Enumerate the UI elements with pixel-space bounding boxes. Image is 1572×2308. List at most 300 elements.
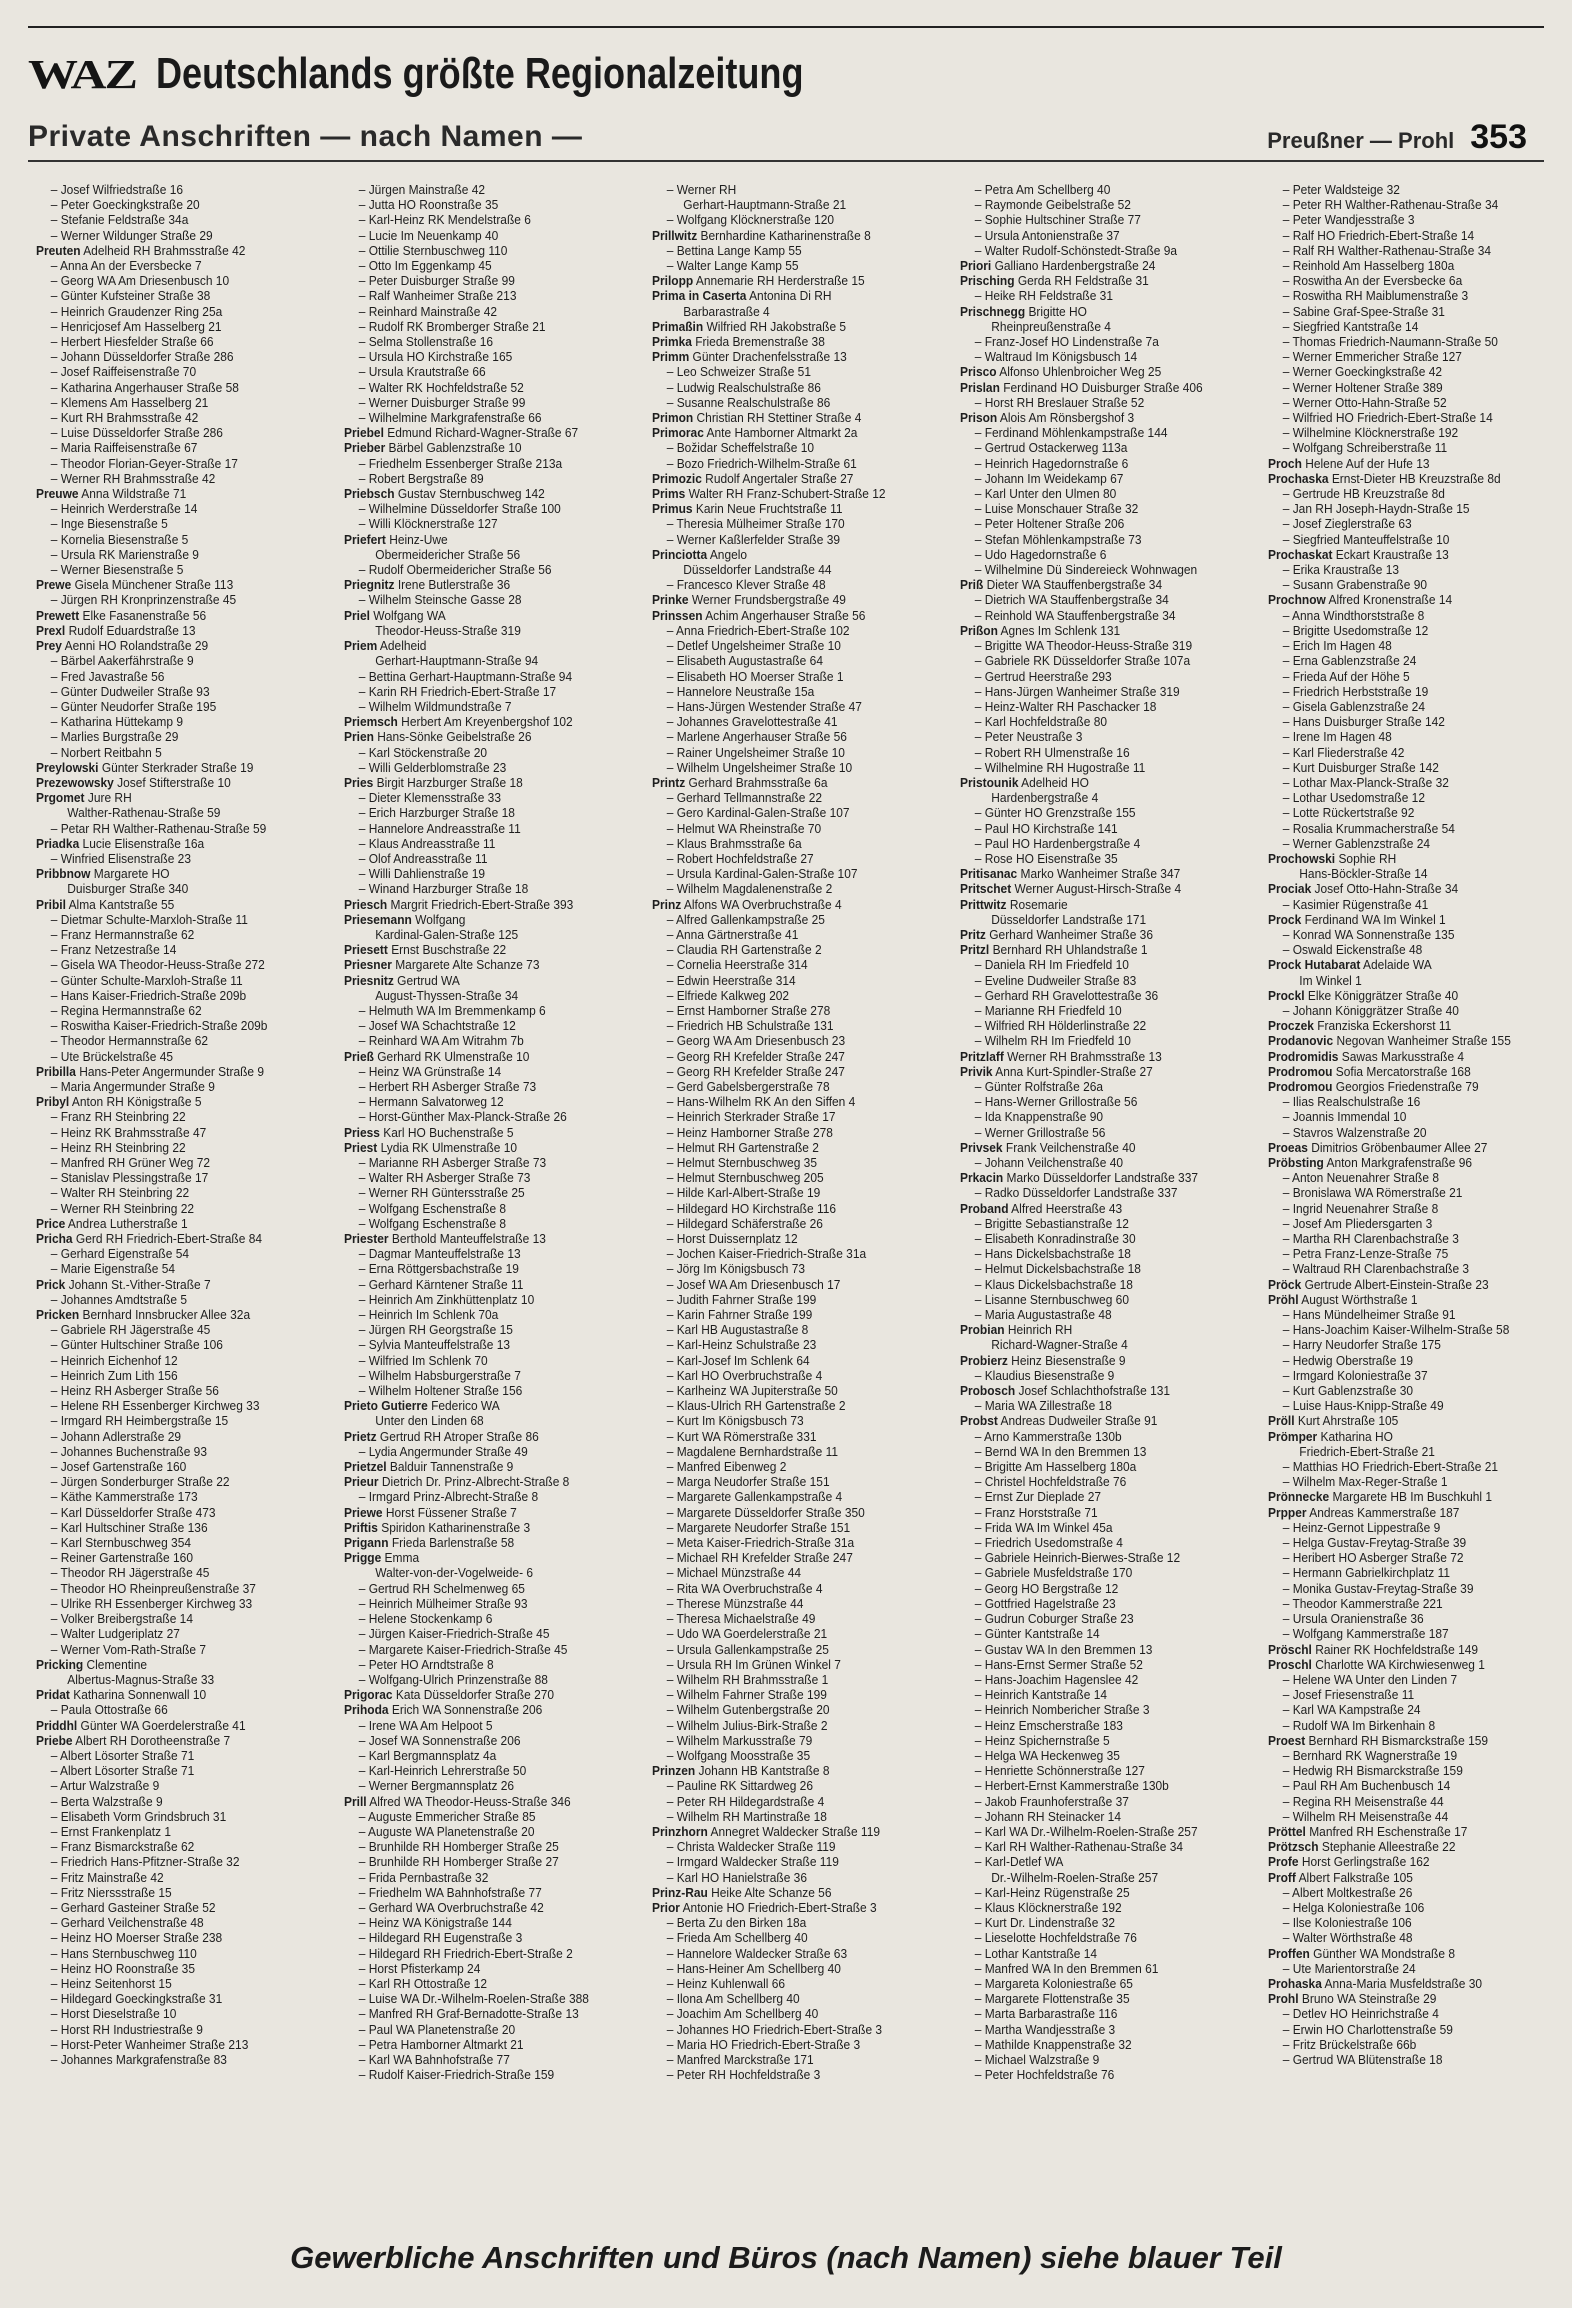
surname-entry: Prömper Katharina HO — [1268, 1428, 1393, 1444]
person-entry: – Monika Gustav-Freytag-Straße 39 — [1282, 1580, 1474, 1596]
person-entry: – Bernd WA In den Bremmen 13 — [974, 1443, 1147, 1459]
person-entry: – Fritz Nierssstraße 15 — [50, 1884, 172, 1900]
surname: Prislan — [960, 379, 1000, 395]
person-entry: – Frida Pernbastraße 32 — [358, 1869, 489, 1885]
person-entry: – Jan RH Joseph-Haydn-Straße 15 — [1282, 501, 1470, 517]
person-entry: – Reinhard WA Am Witrahm 7b — [358, 1033, 524, 1049]
person-entry: – Detlev HO Heinrichstraße 4 — [1282, 2006, 1439, 2022]
surname-entry: Pristounik Adelheid HO — [960, 774, 1089, 790]
surname-entry: Prisching Gerda RH Feldstraße 31 — [960, 273, 1149, 289]
person-entry: – Kasimier Rügenstraße 41 — [1282, 896, 1429, 912]
person-entry: – Gerhard Tellmannstraße 22 — [666, 790, 823, 806]
surname-entry: Prillwitz Bernhardine Katharinenstraße 8 — [652, 227, 871, 243]
person-entry: – Kurt Duisburger Straße 142 — [1282, 759, 1439, 775]
person-entry: – Theodor RH Jägerstraße 45 — [50, 1565, 210, 1581]
surname-entry: Prigann Frieda Barlenstraße 58 — [344, 1535, 515, 1551]
person-entry: – Irmgard RH Heimbergstraße 15 — [50, 1413, 229, 1429]
person-entry: – Günter Kufsteiner Straße 38 — [50, 288, 211, 304]
person-entry: – Theresia Mülheimer Straße 170 — [666, 516, 845, 532]
person-entry: – Hans-Ernst Sermer Straße 52 — [974, 1656, 1143, 1672]
person-entry: – Theodor Kammerstraße 221 — [1282, 1595, 1443, 1611]
person-entry: – Stefanie Feldstraße 34a — [50, 212, 189, 228]
person-entry: – Sophie Hultschiner Straße 77 — [974, 212, 1141, 228]
surname-entry: Prieß Gerhard RK Ulmenstraße 10 — [344, 1048, 530, 1064]
person-entry: – Karl WA Dr.-Wilhelm-Roelen-Straße 257 — [974, 1823, 1198, 1839]
person-entry: – Margarete Flottenstraße 35 — [974, 1991, 1130, 2007]
surname-entry: Priesnitz Gertrud WA — [344, 972, 460, 988]
person-entry: – Jutta HO Roonstraße 35 — [358, 197, 499, 213]
surname: Prodromidis — [1268, 1048, 1339, 1064]
person-entry: – Francesco Klever Straße 48 — [666, 577, 826, 593]
surname: Proband — [960, 1200, 1009, 1216]
person-entry: – Joannis Immendal 10 — [1282, 1109, 1407, 1125]
person-entry: – Werner Bergmannsplatz 26 — [358, 1778, 515, 1794]
surname-entry: Primorac Ante Hamborner Altmarkt 2a — [652, 425, 858, 441]
surname: Prochowski — [1268, 850, 1336, 866]
person-entry: – Brunhilde RH Homberger Straße 25 — [358, 1839, 559, 1855]
person-entry: – Reinhold WA Stauffenbergstraße 34 — [974, 607, 1176, 623]
person-entry: – Kurt RH Brahmsstraße 42 — [50, 410, 199, 426]
person-entry: – Walter RH Steinbring 22 — [50, 1185, 190, 1201]
surname-entry: Prislan Ferdinand HO Duisburger Straße 406 — [960, 379, 1203, 395]
person-entry: – Joachim Am Schellberg 40 — [666, 2006, 819, 2022]
person-entry: – Hans-Werner Grillostraße 56 — [974, 1094, 1138, 1110]
person-entry: – Herbert RH Asberger Straße 73 — [358, 1078, 537, 1094]
name-range: Preußner — Prohl — [1267, 128, 1455, 153]
person-entry: – Werner Vom-Rath-Straße 7 — [50, 1641, 207, 1657]
person-entry: – Johannes Buchenstraße 93 — [50, 1443, 207, 1459]
surname-entry: Prigge Emma — [344, 1550, 420, 1566]
surname: Probst — [960, 1413, 998, 1429]
person-entry: – Heinrich Am Zinkhüttenplatz 10 — [358, 1291, 535, 1307]
surname: Pribil — [36, 896, 66, 912]
person-entry: – Norbert Reitbahn 5 — [50, 744, 162, 760]
person-entry: – Henriette Schönnerstraße 127 — [974, 1763, 1145, 1779]
surname-entry: Prigorac Kata Düsseldorfer Straße 270 — [344, 1687, 555, 1703]
surname: Prpper — [1268, 1504, 1307, 1520]
person-entry: – Erna Röttgersbachstraße 19 — [358, 1261, 519, 1277]
person-entry: – Peter RH Hochfeldstraße 3 — [666, 2067, 821, 2083]
person-entry: – Wolfgang Kammerstraße 187 — [1282, 1626, 1449, 1642]
surname-entry: Prilopp Annemarie RH Herderstraße 15 — [652, 273, 865, 289]
surname-entry: Prißon Agnes Im Schlenk 131 — [960, 622, 1121, 638]
surname: Priegnitz — [344, 577, 395, 593]
person-entry: – Roswitha Kaiser-Friedrich-Straße 209b — [50, 1018, 268, 1034]
surname: Proczek — [1268, 1018, 1314, 1034]
person-entry: – Karl Fliederstraße 42 — [1282, 744, 1405, 760]
surname-entry: Prönnecke Margarete HB Im Buschkuhl 1 — [1268, 1489, 1493, 1505]
surname-entry: Priewe Horst Füssener Straße 7 — [344, 1504, 517, 1520]
person-entry: – Karl-Heinz Schulstraße 23 — [666, 1337, 817, 1353]
person-entry: – Klaus Brahmsstraße 6a — [666, 835, 802, 851]
surname: Privik — [960, 1063, 993, 1079]
surname: Preuwe — [36, 486, 79, 502]
person-entry: – Ilona Am Schellberg 40 — [666, 1991, 800, 2007]
person-entry: – Marlies Burgstraße 29 — [50, 729, 179, 745]
person-entry: – Otto Im Eggenkamp 45 — [358, 258, 492, 274]
person-entry: – Wilhelm RH Martinstraße 18 — [666, 1808, 827, 1824]
surname-entry: Priel Wolfgang WA — [344, 607, 446, 623]
person-entry: – Rose HO Eisenstraße 35 — [974, 850, 1118, 866]
person-entry: – Karl Hochfeldstraße 80 — [974, 714, 1108, 730]
person-entry: – Friedrich Herbststraße 19 — [1282, 683, 1429, 699]
person-entry: – Gustav WA In den Bremmen 13 — [974, 1641, 1153, 1657]
person-entry: – Hans-Jürgen Westender Straße 47 — [666, 698, 862, 714]
person-entry: – Georg HO Bergstraße 12 — [974, 1580, 1119, 1596]
surname: Prien — [344, 729, 374, 745]
person-entry: – Franz Netzestraße 14 — [50, 942, 177, 958]
column-4 — [960, 182, 1260, 2182]
person-entry: – Siegfried Kantstraße 14 — [1282, 318, 1419, 334]
person-entry: – Peter Waldsteige 32 — [1282, 182, 1400, 197]
person-entry: – Karl WA Kampstraße 24 — [1282, 1702, 1421, 1718]
person-entry: – Jürgen Kaiser-Friedrich-Straße 45 — [358, 1626, 550, 1642]
person-entry: – Franz Bismarckstraße 62 — [50, 1839, 195, 1855]
surname-entry: Primaßin Wilfried RH Jakobstraße 5 — [652, 318, 847, 334]
person-entry: – Elisabeth Vorm Grindsbruch 31 — [50, 1808, 227, 1824]
person-entry: – Hannelore Neustraße 15a — [666, 683, 815, 699]
person-entry: – Ursula Kardinal-Galen-Straße 107 — [666, 866, 858, 882]
person-entry: – Ingrid Neuenahrer Straße 8 — [1282, 1200, 1439, 1216]
person-entry: – Georg WA Am Driesenbusch 23 — [666, 1033, 846, 1049]
person-entry: – Gertrud Ostackerweg 113a — [974, 440, 1128, 456]
surname-entry: Pries Birgit Harzburger Straße 18 — [344, 774, 523, 790]
surname-entry: Pricha Gerd RH Friedrich-Ebert-Straße 84 — [36, 1231, 263, 1247]
newspaper-logo: WAZ — [28, 51, 136, 97]
person-entry: – Gudrun Coburger Straße 23 — [974, 1611, 1134, 1627]
person-entry: – Dietrich WA Stauffenbergstraße 34 — [974, 592, 1169, 608]
person-entry: – Heinz-Gernot Lippestraße 9 — [1282, 1519, 1441, 1535]
surname: Prischnegg — [960, 303, 1026, 319]
address-continuation: Obermeidericher Straße 56 — [375, 546, 521, 562]
surname: Pribbnow — [36, 866, 91, 882]
person-entry: – Walter Lange Kamp 55 — [666, 258, 799, 274]
person-entry: – Erika Kraustraße 13 — [1282, 562, 1400, 578]
surname: Prinz — [652, 896, 682, 912]
person-entry: – Horst-Günther Max-Planck-Straße 26 — [358, 1109, 567, 1125]
person-entry: – Lisanne Sternbuschweg 60 — [974, 1291, 1129, 1307]
surname: Prockl — [1268, 987, 1305, 1003]
person-entry: – Berta Walzstraße 9 — [50, 1793, 163, 1809]
surname-entry: Probst Andreas Dudweiler Straße 91 — [960, 1413, 1158, 1429]
person-entry: – Dietmar Schulte-Marxloh-Straße 11 — [50, 911, 248, 927]
person-entry: – Walter Rudolf-Schönstedt-Straße 9a — [974, 242, 1178, 258]
person-entry: – Helga Gustav-Freytag-Straße 39 — [1282, 1535, 1467, 1551]
footer-note: Gewerbliche Anschriften und Büros (nach Namen) siehe blauer Teil — [290, 2240, 1282, 2275]
person-entry: – Helmut RH Gartenstraße 2 — [666, 1139, 819, 1155]
person-entry: – Gabriele Musfeldstraße 170 — [974, 1565, 1133, 1581]
person-entry: – Karlheinz WA Jupiterstraße 50 — [666, 1383, 838, 1399]
person-entry: – Ernst Hamborner Straße 278 — [666, 1002, 831, 1018]
surname: Prewe — [36, 577, 72, 593]
person-entry: – Robert RH Ulmenstraße 16 — [974, 744, 1130, 760]
column-1 — [36, 182, 336, 2182]
person-entry: – Radko Düsseldorfer Landstraße 337 — [974, 1185, 1178, 1201]
person-entry: – Heinrich Graudenzer Ring 25a — [50, 303, 223, 319]
surname-entry: Pröck Gertrude Albert-Einstein-Straße 23 — [1268, 1276, 1489, 1292]
person-entry: – Klaus Dickelsbachstraße 18 — [974, 1276, 1133, 1292]
person-entry: – Karl HO Overbruchstraße 4 — [666, 1367, 823, 1383]
person-entry: – Helga Koloniestraße 106 — [1282, 1899, 1425, 1915]
person-entry: – Wilfried HO Friedrich-Ebert-Straße 14 — [1282, 410, 1493, 426]
surname: Pribyl — [36, 1094, 70, 1110]
person-entry: – Michael Münzstraße 44 — [666, 1565, 801, 1581]
surname: Printz — [652, 774, 686, 790]
person-entry: – Meta Kaiser-Friedrich-Straße 31a — [666, 1535, 855, 1551]
person-entry: – Helene Stockenkamp 6 — [358, 1611, 493, 1627]
surname-entry: Priegnitz Irene Butlerstraße 36 — [344, 577, 511, 593]
surname-entry: Priemsch Herbert Am Kreyenbergshof 102 — [344, 714, 573, 730]
surname: Priem — [344, 638, 378, 654]
person-entry: – Ernst Frankenplatz 1 — [50, 1823, 172, 1839]
person-entry: – Maria WA Zillestraße 18 — [974, 1398, 1112, 1414]
person-entry: – Walter RH Asberger Straße 73 — [358, 1170, 531, 1186]
surname: Prims — [652, 486, 686, 502]
surname: Prönnecke — [1268, 1489, 1330, 1505]
person-entry: – Karl WA Bahnhofstraße 77 — [358, 2051, 510, 2067]
address-continuation: Düsseldorfer Landstraße 171 — [991, 911, 1147, 927]
person-entry: – Wilfried RH Hölderlinstraße 22 — [974, 1018, 1147, 1034]
person-entry: – Elisabeth HO Moerser Straße 1 — [666, 668, 844, 684]
person-entry: – Josef Wilfriedstraße 16 — [50, 182, 183, 197]
address-continuation: Dr.-Wilhelm-Roelen-Straße 257 — [991, 1869, 1159, 1885]
person-entry: – Waltraud RH Clarenbachstraße 3 — [1282, 1261, 1470, 1277]
person-entry: – Volker Breibergstraße 14 — [50, 1611, 193, 1627]
surname-entry: Prochaskat Eckart Kraustraße 13 — [1268, 546, 1449, 562]
surname-entry: Prinssen Achim Angerhauser Straße 56 — [652, 607, 866, 623]
surname-entry: Primus Karin Neue Fruchtstraße 11 — [652, 501, 843, 517]
address-continuation: Hardenbergstraße 4 — [991, 790, 1099, 806]
person-entry: – Josef WA Am Driesenbusch 17 — [666, 1276, 841, 1292]
address-continuation: Albertus-Magnus-Straße 33 — [67, 1671, 215, 1687]
person-entry: – Karl RH Ottostraße 12 — [358, 1975, 488, 1991]
person-entry: – Günter Hultschiner Straße 106 — [50, 1337, 223, 1353]
person-entry: – Brigitte WA Theodor-Heuss-Straße 319 — [974, 638, 1193, 654]
person-entry: – Heinrich Hagedornstraße 6 — [974, 455, 1129, 471]
surname-entry: Prittwitz Rosemarie — [960, 896, 1068, 912]
surname-entry: Pribil Alma Kantstraße 55 — [36, 896, 175, 912]
person-entry: – Erwin HO Charlottenstraße 59 — [1282, 2021, 1453, 2037]
person-entry: – Karl Bergmannsplatz 4a — [358, 1747, 497, 1763]
surname-entry: Prihoda Erich WA Sonnenstraße 206 — [344, 1702, 543, 1718]
surname-entry: Primka Frieda Bremenstraße 38 — [652, 334, 825, 350]
address-continuation: August-Thyssen-Straße 34 — [375, 987, 519, 1003]
person-entry: – Ralf Wanheimer Straße 213 — [358, 288, 517, 304]
person-entry: – Friedrich HB Schulstraße 131 — [666, 1018, 834, 1034]
person-entry: – Heike RH Feldstraße 31 — [974, 288, 1113, 304]
person-entry: – Gerd Gabelsbergerstraße 78 — [666, 1078, 830, 1094]
surname-entry: Primon Christian RH Stettiner Straße 4 — [652, 410, 862, 426]
person-entry: – Lotte Rückertstraße 92 — [1282, 805, 1415, 821]
surname-entry: Prgomet Jure RH — [36, 790, 132, 806]
surname: Pröttel — [1268, 1823, 1306, 1839]
person-entry: – Ottilie Sternbuschweg 110 — [358, 242, 508, 258]
person-entry: – Wilhelm Magdalenenstraße 2 — [666, 881, 833, 897]
person-entry: – Heribert HO Asberger Straße 72 — [1282, 1550, 1464, 1566]
person-entry: – Gerhard WA Overbruchstraße 42 — [358, 1899, 544, 1915]
surname: Primus — [652, 501, 693, 517]
surname: Priel — [344, 607, 370, 623]
address-continuation: Hans-Böckler-Straße 14 — [1299, 866, 1428, 882]
person-entry: – Ursula HO Kirchstraße 165 — [358, 349, 513, 365]
person-entry: – Gisela WA Theodor-Heuss-Straße 272 — [50, 957, 265, 973]
surname-entry: Prior Antonie HO Friedrich-Ebert-Straße 3 — [652, 1899, 877, 1915]
person-entry: – Roswitha An der Eversbecke 6a — [1282, 273, 1463, 289]
person-entry: – Magdalene Bernhardstraße 11 — [666, 1443, 839, 1459]
person-entry: – Hans Dickelsbachstraße 18 — [974, 1246, 1131, 1262]
person-entry: – Anton Neuenahrer Straße 8 — [1282, 1170, 1439, 1186]
person-entry: – Bärbel Aakerfährstraße 9 — [50, 653, 194, 669]
person-entry: – Lothar Kantstraße 14 — [974, 1945, 1098, 1961]
person-entry: – Frida WA Im Winkel 45a — [974, 1519, 1113, 1535]
surname: Prodromou — [1268, 1078, 1333, 1094]
person-entry: – Horst-Peter Wanheimer Straße 213 — [50, 2036, 249, 2052]
person-entry: – Reinhard Mainstraße 42 — [358, 303, 498, 319]
person-entry: – Werner RH Güntersstraße 25 — [358, 1185, 525, 1201]
surname-entry: Preylowski Günter Sterkrader Straße 19 — [36, 759, 254, 775]
person-entry: – Daniela RH Im Friedfeld 10 — [974, 957, 1129, 973]
person-entry: – Wolfgang Eschenstraße 8 — [358, 1200, 507, 1216]
surname-entry: Prodromou Georgios Friedenstraße 79 — [1268, 1078, 1479, 1094]
person-entry: – Karl-Heinz Rügenstraße 25 — [974, 1884, 1130, 1900]
person-entry: – Karl Unter den Ulmen 80 — [974, 486, 1117, 502]
column-2 — [344, 182, 644, 2182]
person-entry: – Peter Goeckingkstraße 20 — [50, 197, 200, 213]
person-entry: – Helmut WA Rheinstraße 70 — [666, 820, 822, 836]
person-entry: – Wolfgang Moosstraße 35 — [666, 1747, 811, 1763]
person-entry: – Kurt Dr. Lindenstraße 32 — [974, 1915, 1116, 1931]
person-entry: – Kurt Gablenzstraße 30 — [1282, 1383, 1414, 1399]
surname-entry: Prock Hutabarat Adelaide WA — [1268, 957, 1432, 973]
person-entry: – Michael Walzstraße 9 — [974, 2051, 1100, 2067]
surname-entry: Probian Heinrich RH — [960, 1322, 1073, 1338]
page-range-block — [1267, 120, 1527, 154]
person-entry: – Helga WA Heckenweg 35 — [974, 1747, 1120, 1763]
surname: Prgomet — [36, 790, 85, 806]
person-entry: – Hedwig Oberstraße 19 — [1282, 1352, 1414, 1368]
person-entry: – Wilhelm RH Meisenstraße 44 — [1282, 1808, 1449, 1824]
person-entry: – Peter Duisburger Straße 99 — [358, 273, 515, 289]
person-entry: – Walter RK Hochfeldstraße 52 — [358, 379, 524, 395]
person-entry: – Christa Waldecker Straße 119 — [666, 1839, 836, 1855]
person-entry: – Jürgen RH Georgstraße 15 — [358, 1322, 513, 1338]
person-entry: – Hans-Wilhelm RK An den Siffen 4 — [666, 1094, 856, 1110]
surname: Prima in Caserta — [652, 288, 747, 304]
surname-entry: Priess Karl HO Buchenstraße 5 — [344, 1124, 514, 1140]
person-entry: – Wilhelm RH Im Friedfeld 10 — [974, 1033, 1131, 1049]
person-entry: – Ute Marientorstraße 24 — [1282, 1960, 1416, 1976]
surname: Prexl — [36, 622, 66, 638]
surname-entry: Prieber Bärbel Gablenzstraße 10 — [344, 440, 522, 456]
surname-entry: Pribilla Hans-Peter Angermunder Straße 9 — [36, 1063, 265, 1079]
person-entry: – Wilhelm Ungelsheimer Straße 10 — [666, 759, 853, 775]
person-entry: – Stefan Möhlenkampstraße 73 — [974, 531, 1142, 547]
surname-entry: Prims Walter RH Franz-Schubert-Straße 12 — [652, 486, 886, 502]
surname-entry: Prien Hans-Sönke Geibelstraße 26 — [344, 729, 532, 745]
person-entry: – Heinz Seitenhorst 15 — [50, 1975, 172, 1991]
person-entry: – Günter Rolfstraße 26a — [974, 1078, 1104, 1094]
surname: Priebe — [36, 1732, 73, 1748]
person-entry: – Heinrich Mülheimer Straße 93 — [358, 1595, 528, 1611]
surname: Pröschl — [1268, 1641, 1312, 1657]
person-entry: – Hildegard RH Eugenstraße 3 — [358, 1930, 523, 1946]
surname-entry: Priest Lydia RK Ulmenstraße 10 — [344, 1139, 518, 1155]
person-entry: – Ernst Zur Dieplade 27 — [974, 1489, 1102, 1505]
surname-entry: Proff Albert Falkstraße 105 — [1268, 1869, 1413, 1885]
person-entry: – Wolfgang-Ulrich Prinzenstraße 88 — [358, 1671, 548, 1687]
person-entry: – Johann Adlerstraße 29 — [50, 1428, 182, 1444]
person-entry: – Jürgen RH Kronprinzenstraße 45 — [50, 592, 237, 608]
person-entry: – Berta Zu den Birken 18a — [666, 1915, 807, 1931]
person-entry: – Margarete Gallenkampstraße 4 — [666, 1489, 843, 1505]
surname: Prittwitz — [960, 896, 1007, 912]
surname: Proeas — [1268, 1139, 1308, 1155]
person-entry: – Franz RH Steinbring 22 — [50, 1109, 186, 1125]
person-entry: – Susann Grabenstraße 90 — [1282, 577, 1428, 593]
person-entry: – Wilhelm Fahrner Straße 199 — [666, 1687, 827, 1703]
person-entry: – Peter RH Walther-Rathenau-Straße 34 — [1282, 197, 1499, 213]
surname: Prinssen — [652, 607, 703, 623]
surname: Prey — [36, 638, 62, 654]
person-entry: – Wilhelmine Dü Sindereieck Wohnwagen — [974, 562, 1198, 578]
surname: Prinzhorn — [652, 1823, 708, 1839]
surname-entry: Prochnow Alfred Kronenstraße 14 — [1268, 592, 1453, 608]
surname-entry: Prewe Gisela Münchener Straße 113 — [36, 577, 234, 593]
person-entry: – Werner Grillostraße 56 — [974, 1124, 1106, 1140]
surname: Pritzl — [960, 942, 990, 958]
surname-entry: Prodanovic Negovan Wanheimer Straße 155 — [1268, 1033, 1511, 1049]
surname-entry: Prock Ferdinand WA Im Winkel 1 — [1268, 911, 1446, 927]
surname-entry: Prietzel Balduir Tannenstraße 9 — [344, 1459, 514, 1475]
person-entry: – Jörg Im Königsbusch 73 — [666, 1261, 806, 1277]
person-entry: – Bettina Gerhart-Hauptmann-Straße 94 — [358, 668, 573, 684]
person-entry: – Marianne RH Friedfeld 10 — [974, 1002, 1122, 1018]
person-entry: – Jürgen Sonderburger Straße 22 — [50, 1474, 230, 1490]
person-entry: – Helmut Sternbuschweg 205 — [666, 1170, 824, 1186]
header-rule — [28, 160, 1544, 162]
person-entry: – Heinrich Zum Lith 156 — [50, 1367, 178, 1383]
person-entry: – Karl Hultschiner Straße 136 — [50, 1519, 208, 1535]
person-entry: – Albert Lösorter Straße 71 — [50, 1763, 195, 1779]
person-entry: – Heinz Kuhlenwall 66 — [666, 1975, 786, 1991]
surname-entry: Prinz Alfons WA Overbruchstraße 4 — [652, 896, 842, 912]
person-entry: – Edwin Heerstraße 314 — [666, 972, 796, 988]
surname-entry: Priesch Margrit Friedrich-Ebert-Straße 393 — [344, 896, 574, 912]
person-entry: – Olof Andreasstraße 11 — [358, 850, 488, 866]
person-entry: – Heinrich Werderstraße 14 — [50, 501, 198, 517]
person-entry: – Peter Hochfeldstraße 76 — [974, 2067, 1115, 2083]
person-entry: – Mathilde Knappenstraße 32 — [974, 2036, 1132, 2052]
surname: Prißon — [960, 622, 998, 638]
person-entry: – Winfried Elisenstraße 23 — [50, 850, 191, 866]
surname: Priftis — [344, 1519, 378, 1535]
person-entry: – Ferdinand Möhlenkampstraße 144 — [974, 425, 1168, 441]
person-entry: – Regina RH Meisenstraße 44 — [1282, 1793, 1444, 1809]
surname-entry: Prison Alois Am Rönsbergshof 3 — [960, 410, 1135, 426]
person-entry: – Frieda Am Schellberg 40 — [666, 1930, 808, 1946]
person-entry: – Heinrich Nombericher Straße 3 — [974, 1702, 1150, 1718]
surname: Priest — [344, 1139, 378, 1155]
person-entry: – Josef WA Schachtstraße 12 — [358, 1018, 516, 1034]
surname: Priebel — [344, 425, 384, 441]
surname-entry: Pridat Katharina Sonnenwall 10 — [36, 1687, 207, 1703]
person-entry: – Rudolf Obermeidericher Straße 56 — [358, 562, 552, 578]
person-entry: – Georg WA Am Driesenbusch 10 — [50, 273, 230, 289]
surname-entry: Prima in Caserta Antonina Di RH — [652, 288, 832, 304]
person-entry: – Peter Holtener Straße 206 — [974, 516, 1125, 532]
person-entry: – Auguste WA Planetenstraße 20 — [358, 1823, 535, 1839]
surname: Priori — [960, 258, 992, 274]
